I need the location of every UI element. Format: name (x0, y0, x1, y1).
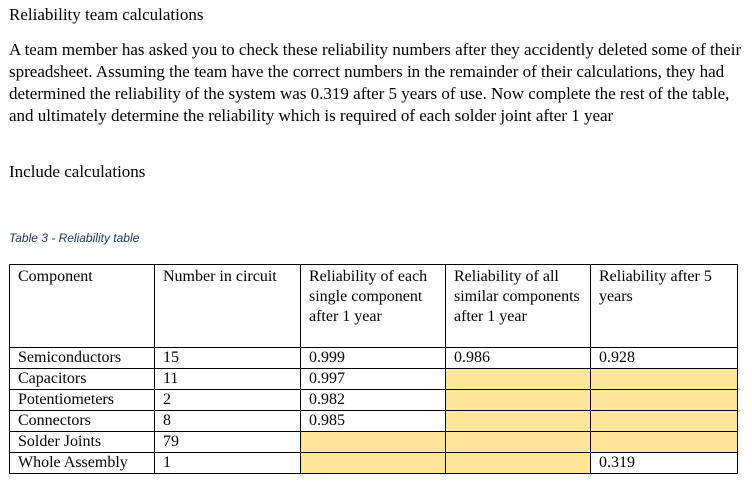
five-year-reliability-cell: 0.928 (591, 348, 738, 369)
table-body (10, 348, 738, 474)
table-header-row (10, 265, 738, 348)
header-number-in-circuit: Number in circuit (155, 265, 301, 348)
all-similar-reliability-cell[interactable] (446, 432, 591, 453)
all-similar-reliability-cell[interactable] (446, 453, 591, 474)
component-cell: Connectors (10, 411, 155, 432)
table-row (10, 453, 738, 474)
component-cell: Whole Assembly (10, 453, 155, 474)
five-year-reliability-cell[interactable] (591, 432, 738, 453)
number-cell: 8 (155, 411, 301, 432)
component-cell: Semiconductors (10, 348, 155, 369)
single-reliability-cell[interactable] (301, 453, 446, 474)
header-component: Component (10, 265, 155, 348)
table-row (10, 369, 738, 390)
header-single-reliability-1yr: Reliability of each single component after 1 year (301, 265, 446, 348)
single-reliability-cell: 0.999 (301, 348, 446, 369)
table-row (10, 411, 738, 432)
number-cell: 2 (155, 390, 301, 411)
component-cell: Solder Joints (10, 432, 155, 453)
document-title: Reliability team calculations (9, 5, 204, 24)
number-cell: 11 (155, 369, 301, 390)
single-reliability-cell[interactable] (301, 432, 446, 453)
single-reliability-cell: 0.982 (301, 390, 446, 411)
five-year-reliability-cell[interactable] (591, 411, 738, 432)
table-row (10, 390, 738, 411)
all-similar-reliability-cell[interactable] (446, 369, 591, 390)
component-cell: Capacitors (10, 369, 155, 390)
instructions-paragraph: A team member has asked you to check these reliability numbers after they accidently deleted some of their spreadsheet. Assuming the team have the correct numbers in the remainder of their calculations, they had determined the reliability of the system was 0.319 after 5 years of use. Now complete the rest of the table, and ultimately determine the reliability which is required of each solder joint after 1 year (9, 40, 742, 125)
single-reliability-cell: 0.997 (301, 369, 446, 390)
all-similar-reliability-cell: 0.986 (446, 348, 591, 369)
single-reliability-cell: 0.985 (301, 411, 446, 432)
all-similar-reliability-cell[interactable] (446, 390, 591, 411)
number-cell: 1 (155, 453, 301, 474)
all-similar-reliability-cell[interactable] (446, 411, 591, 432)
include-calculations-note: Include calculations (9, 162, 146, 181)
header-all-similar-reliability-1yr: Reliability of all similar components after 1 year (446, 265, 591, 348)
number-cell: 79 (155, 432, 301, 453)
five-year-reliability-cell[interactable] (591, 390, 738, 411)
table-row (10, 432, 738, 453)
number-cell: 15 (155, 348, 301, 369)
five-year-reliability-cell[interactable] (591, 369, 738, 390)
reliability-table (9, 264, 738, 474)
header-reliability-5yr: Reliability after 5 years (591, 265, 738, 348)
table-row (10, 348, 738, 369)
five-year-reliability-cell: 0.319 (591, 453, 738, 474)
component-cell: Potentiometers (10, 390, 155, 411)
table-caption: Table 3 - Reliability table (9, 231, 140, 245)
